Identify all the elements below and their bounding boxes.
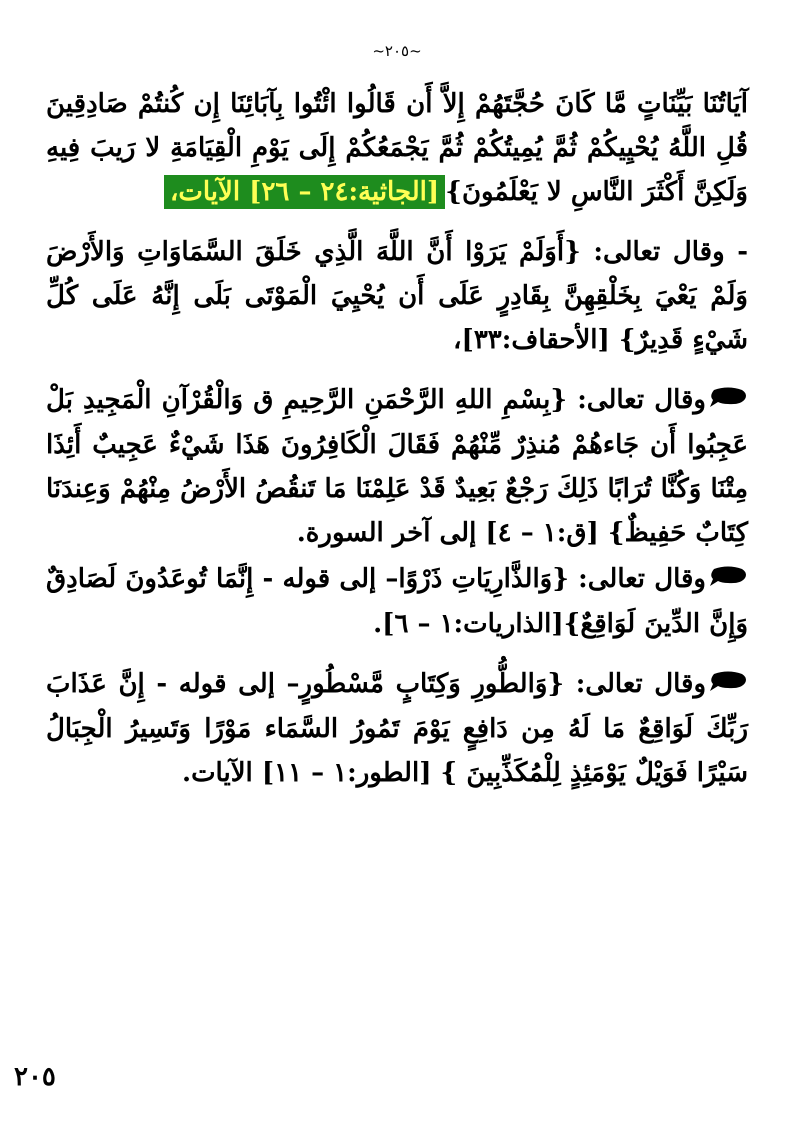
speech-bubble-icon: [708, 379, 748, 423]
paragraph-alahqaf-text: - وقال تعالى: {أَوَلَمْ يَرَوْا أَنَّ اللَّهَ الَّذِي خَلَقَ السَّمَاوَاتِ وَالأَرْضَ وَلَمْ يَعْيَ بِخَلْقِهِنَّ بِقَادِرٍ عَلَى أَن يُحْيِيَ الْمَوْتَى بَلَى إِنَّهُ عَلَى كُلِّ شَيْءٍ قَدِيرٌ} [الأحقاف:٣٣]،: [46, 237, 748, 355]
page-body: [46, 82, 748, 811]
paragraph-attur: [46, 662, 748, 795]
paragraph-alahqaf: [46, 230, 748, 362]
paragraph-aljathiya-text: آيَاتُنَا بَيِّنَاتٍ مَّا كَانَ حُجَّتَهُمْ إِلاَّ أَن قَالُوا ائْتُوا بِآبَائِنَا إِن كُنتُمْ صَادِقِينَ قُلِ اللَّهُ يُحْيِيكُمْ ثُمَّ يُمِيتُكُمْ ثُمَّ يَجْمَعُكُمْ إِلَى يَوْمِ الْقِيَامَةِ لا رَيبَ فِيهِ وَلَكِنَّ أَكْثَرَ النَّاسِ لا يَعْلَمُونَ}: [46, 89, 748, 207]
page-header-marker: ~٢٠٥~: [372, 42, 422, 60]
paragraph-qaf-text: وقال تعالى: {بِسْمِ اللهِ الرَّحْمَنِ الرَّحِيمِ ق وَالْقُرْآنِ الْمَجِيدِ بَلْ عَجِبُوا أَن جَاءهُمْ مُنذِرٌ مِّنْهُمْ فَقَالَ الْكَافِرُونَ هَذَا شَيْءٌ عَجِيبٌ أَئِذَا مِتْنَا وَكُنَّا تُرَابًا ذَلِكَ رَجْعٌ بَعِيدٌ قَدْ عَلِمْنَا مَا تَنقُصُ الأَرْضُ مِنْهُمْ وَعِندَنَا كِتَابٌ حَفِيظٌ} [ق:١ – ٤] إلى آخر السورة.: [46, 385, 748, 548]
speech-bubble-icon: [708, 558, 748, 602]
speech-bubble-icon: [708, 663, 748, 707]
highlighted-citation: [الجاثية:٢٤ – ٢٦] الآيات،: [164, 175, 445, 209]
page-number: ٢٠٥: [14, 1062, 56, 1092]
paragraph-attur-text: وقال تعالى: {وَالطُّورِ وَكِتَابٍ مَّسْطُورٍ– إلى قوله - إِنَّ عَذَابَ رَبِّكَ لَوَاقِعٌ مَا لَهُ مِن دَافِعٍ يَوْمَ تَمُورُ السَّمَاء مَوْرًا وَتَسِيرُ الْجِبَالُ سَيْرًا فَوَيْلٌ يَوْمَئِذٍ لِلْمُكَذِّبِينَ } [الطور:١ – ١١] الآيات.: [46, 669, 748, 788]
paragraph-aljathiya: [46, 82, 748, 214]
paragraph-adhariyat-text: وقال تعالى: {وَالذَّارِيَاتِ ذَرْوًا– إلى قوله - إِنَّمَا تُوعَدُونَ لَصَادِقٌ وَإِنَّ الدِّينَ لَوَاقِعٌ}[الذاريات:١ – ٦].: [46, 564, 748, 639]
paragraph-qaf: [46, 378, 748, 555]
paragraph-adhariyat: [46, 557, 748, 646]
